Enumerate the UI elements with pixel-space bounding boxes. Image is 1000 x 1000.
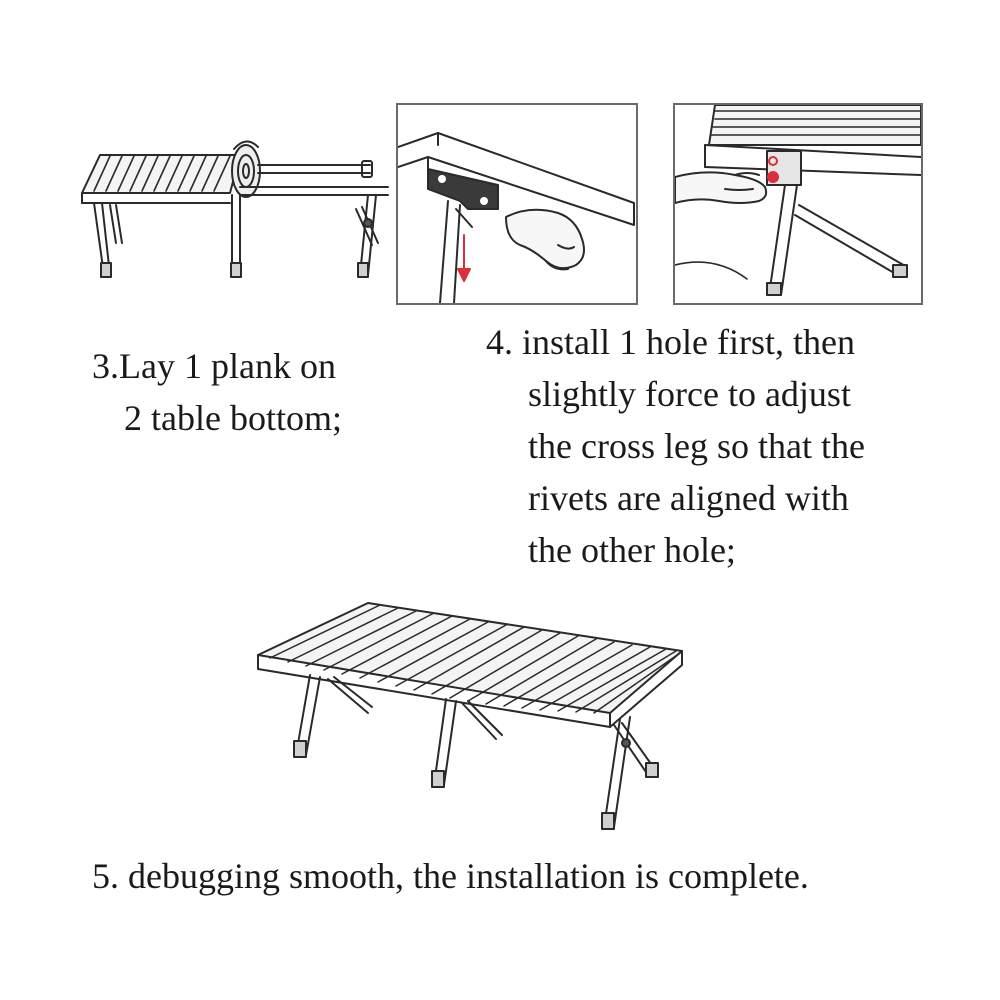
step5-assembled-table-illustration	[250, 595, 690, 835]
step5-line1: 5. debugging smooth, the installation is complete.	[92, 856, 809, 896]
step3-line2: 2 table bottom;	[124, 398, 342, 438]
step4-rivet-alignment-frame	[673, 103, 923, 305]
step4-rivet-alignment-illustration	[675, 105, 921, 303]
step4-line2: slightly force to adjust	[528, 374, 851, 414]
step4-line4: rivets are aligned with	[528, 478, 849, 518]
step3-line1: 3.Lay 1 plank on	[92, 346, 336, 386]
step4-line1: 4. install 1 hole first, then	[486, 322, 855, 362]
step4-bracket-closeup-illustration	[398, 105, 636, 303]
step4-bracket-closeup-frame	[396, 103, 638, 305]
step4-instruction	[486, 316, 865, 576]
step3-table-illustration	[70, 125, 400, 295]
step3-instruction	[92, 340, 342, 444]
step4-line3: the cross leg so that the	[528, 426, 865, 466]
step5-instruction	[92, 850, 809, 902]
step4-line5: the other hole;	[528, 530, 736, 570]
